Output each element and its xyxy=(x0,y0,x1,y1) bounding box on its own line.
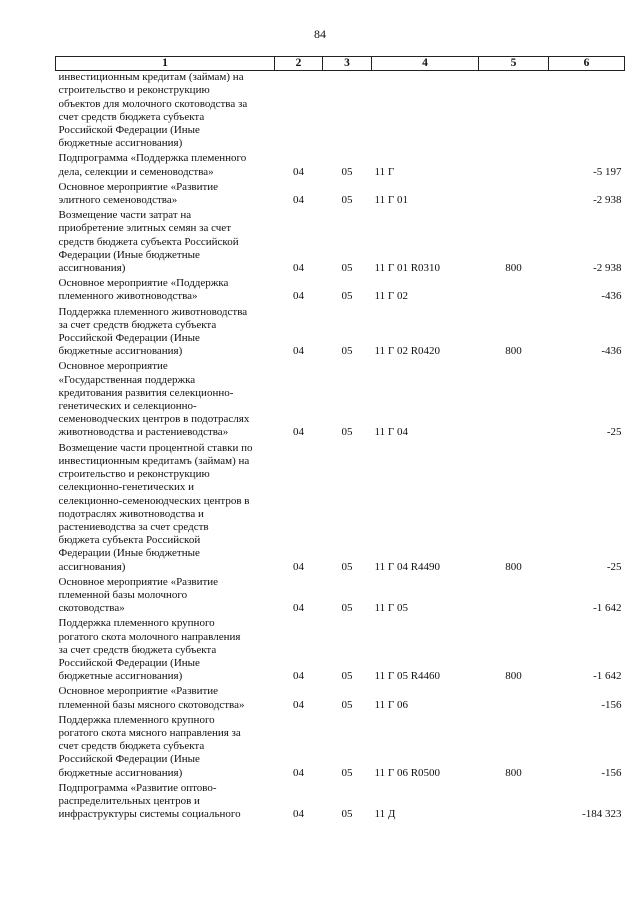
table-row xyxy=(56,576,625,618)
table-body xyxy=(56,71,625,824)
column-header: 3 xyxy=(323,57,372,71)
amount-cell: -2 938 xyxy=(593,262,622,275)
amount-cell xyxy=(549,71,625,153)
column-header: 2 xyxy=(275,57,323,71)
section-code-cell: 04 xyxy=(293,808,304,821)
table-row xyxy=(56,782,625,824)
subsection-code-cell: 05 xyxy=(341,698,353,711)
row-name-cell: Возмещение части процентной ставки по инвестиционным кредитамъ (займам) на строительство и реконструкцию селекционно-генетических и селекционно-семеноюдческих центров в подотраслях животноводства и растениеводства за счет средств бюджета субъекта Российской Федерации (Иные бюджетные ассигнования) xyxy=(58,441,253,573)
section-code-cell: 04 xyxy=(293,698,304,711)
section-code-cell: 04 xyxy=(293,766,304,779)
expense-type-cell: 800 xyxy=(505,560,522,573)
expense-type-cell: 800 xyxy=(505,262,522,275)
subsection-code-cell: 05 xyxy=(341,290,353,303)
expense-type-cell xyxy=(479,71,549,153)
amount-cell: -25 xyxy=(606,560,622,573)
amount-cell: -25 xyxy=(606,426,622,439)
row-name-cell: Возмещение части затрат на приобретение элитных семян за счет средств бюджета субъекта Российской Федерации (Иные бюджетные ассигнования) xyxy=(58,209,239,275)
section-code-cell: 04 xyxy=(293,290,304,303)
column-header: 1 xyxy=(56,57,275,71)
section-code-cell: 04 xyxy=(293,670,304,683)
row-name-cell: Поддержка племенного крупного рогатого скота мясного направления за счет средств бюджета субъекта Российской Федерации (Иные бюджетные ассигнования) xyxy=(58,713,241,779)
row-name-cell: Поддержка племенного крупного рогатого скота молочного направления за счет средств бюджета субъекта Российской Федерации (Иные бюджетные ассигнования) xyxy=(58,617,241,683)
expense-type-cell xyxy=(479,576,549,618)
subsection-code-cell xyxy=(323,71,372,153)
expense-type-cell xyxy=(479,685,549,713)
target-article-cell: 11 Г 05 R4460 xyxy=(374,670,441,683)
row-name-cell: Основное мероприятие «Развитие элитного семеноводства» xyxy=(58,180,219,207)
target-article-cell: 11 Г 02 xyxy=(374,290,408,303)
row-name-cell: Подпрограмма «Развитие оптово- распределительных центров и инфраструктуры системы социального xyxy=(58,781,241,821)
target-article-cell: 11 Г 02 R0420 xyxy=(374,345,441,358)
amount-cell: -156 xyxy=(601,766,622,779)
amount-cell: -2 938 xyxy=(593,194,622,207)
section-code-cell: 04 xyxy=(293,426,304,439)
subsection-code-cell: 05 xyxy=(341,426,353,439)
target-article-cell: 11 Г 05 xyxy=(374,602,408,615)
section-code-cell: 04 xyxy=(293,602,304,615)
table-header xyxy=(56,57,625,71)
expense-type-cell xyxy=(479,782,549,824)
table-row xyxy=(56,360,625,441)
target-article-cell: 11 Д xyxy=(374,808,396,821)
expense-type-cell: 800 xyxy=(505,670,522,683)
target-article-cell: 11 Г xyxy=(374,165,395,178)
expense-type-cell xyxy=(479,152,549,180)
subsection-code-cell: 05 xyxy=(341,766,353,779)
table-row xyxy=(56,685,625,713)
row-name-cell: Основное мероприятие «Развитие племенной базы мясного скотоводства» xyxy=(58,685,245,711)
column-header: 4 xyxy=(372,57,479,71)
target-article-cell: 11 Г 06 xyxy=(374,698,408,711)
expense-type-cell xyxy=(479,181,549,209)
target-article-cell xyxy=(372,71,479,153)
row-name-cell: Подпрограмма «Поддержка племенного дела, селекции и семеноводства» xyxy=(58,152,247,178)
amount-cell: -436 xyxy=(601,345,622,358)
table-row xyxy=(56,442,625,576)
amount-cell: -1 642 xyxy=(593,602,622,615)
amount-cell: -156 xyxy=(601,698,622,711)
target-article-cell: 11 Г 04 xyxy=(374,426,408,439)
subsection-code-cell: 05 xyxy=(341,602,353,615)
subsection-code-cell: 05 xyxy=(341,345,353,358)
subsection-code-cell: 05 xyxy=(341,194,353,207)
row-name-cell: Основное мероприятие «Государственная поддержка кредитования развития селекционно- генетических и селекционно- семеноводческих центров в подотраслях животноводства и растениеводства» xyxy=(58,360,250,439)
expense-type-cell xyxy=(479,277,549,305)
row-name-cell: Основное мероприятие «Поддержка племенного животноводства» xyxy=(58,277,229,303)
target-article-cell: 11 Г 04 R4490 xyxy=(374,560,441,573)
section-code-cell: 04 xyxy=(293,165,304,178)
section-code-cell: 04 xyxy=(293,345,304,358)
subsection-code-cell: 05 xyxy=(341,165,353,178)
table-row xyxy=(56,306,625,361)
target-article-cell: 11 Г 01 xyxy=(374,194,408,207)
section-code-cell xyxy=(275,71,323,153)
page-number: 84 xyxy=(314,27,326,41)
row-name-cell: инвестиционным кредитам (займам) на строительство и реконструкцию объектов для молочного скотоводства за счет средств бюджета субъекта Российской Федерации (Иные бюджетные ассигнования) xyxy=(58,71,248,150)
column-header: 6 xyxy=(549,57,625,71)
section-code-cell: 04 xyxy=(293,262,304,275)
subsection-code-cell: 05 xyxy=(341,560,353,573)
amount-cell: -5 197 xyxy=(593,165,622,178)
expense-type-cell: 800 xyxy=(505,345,522,358)
section-code-cell: 04 xyxy=(293,194,304,207)
section-code-cell: 04 xyxy=(293,560,304,573)
column-header: 5 xyxy=(479,57,549,71)
expense-type-cell xyxy=(479,360,549,441)
budget-table xyxy=(55,56,625,823)
amount-cell: -1 642 xyxy=(593,670,622,683)
target-article-cell: 11 Г 01 R0310 xyxy=(374,262,441,275)
table-row xyxy=(56,209,625,277)
row-name-cell: Поддержка племенного животноводства за счет средств бюджета субъекта Российской Федерации (Иные бюджетные ассигнования) xyxy=(58,305,248,358)
row-name-cell: Основное мероприятие «Развитие племенной базы молочного скотоводства» xyxy=(58,575,219,615)
amount-cell: -184 323 xyxy=(582,808,622,821)
header-row xyxy=(56,57,625,71)
table-row xyxy=(56,152,625,180)
subsection-code-cell: 05 xyxy=(341,670,353,683)
subsection-code-cell: 05 xyxy=(341,808,353,821)
table-row xyxy=(56,181,625,209)
table-row xyxy=(56,71,625,153)
expense-type-cell: 800 xyxy=(505,766,522,779)
amount-cell: -436 xyxy=(601,290,622,303)
table-row xyxy=(56,617,625,685)
subsection-code-cell: 05 xyxy=(341,262,353,275)
table-row xyxy=(56,277,625,305)
table-row xyxy=(56,714,625,782)
target-article-cell: 11 Г 06 R0500 xyxy=(374,766,441,779)
